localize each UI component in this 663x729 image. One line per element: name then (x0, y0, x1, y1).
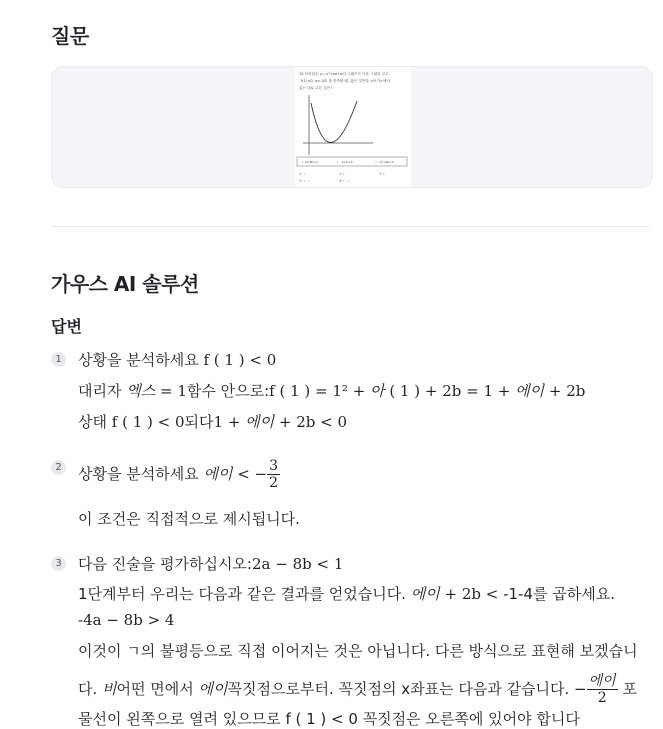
step-2-title (78, 458, 280, 491)
step-3-l5-a: 다. (78, 680, 103, 698)
step-1-l2-var2: 아 (370, 382, 385, 400)
step-1-l3-math: f ( 1 ) < 0 (111, 413, 185, 431)
step-1-title (78, 349, 276, 370)
step-1-l2-end: + 2b (544, 382, 586, 400)
step-3-l2-text: 1단계부터 우리는 다음과 같은 결과를 얻었습니다. (78, 585, 411, 603)
step-1-number: 1 (51, 352, 66, 367)
step-3-l5-var-b: 비 (102, 680, 117, 698)
step-3-frac-den: 2 (597, 690, 607, 706)
thumb-text-1: 15.이차함수 y=-x²+ax+b의 그래프가 다음 그림과 같고, (299, 72, 390, 76)
step-1-title-math: f ( 1 ) < 0 (203, 351, 277, 369)
step-1-l3-text: 상태 (78, 413, 107, 431)
step-1-l2-var3: 에이 (515, 382, 545, 400)
step-3-line-2 (78, 583, 615, 604)
question-image-card[interactable] (51, 66, 653, 188)
step-1-l3-mid: 되다 (184, 413, 214, 431)
step-3-l5-e: 꼭짓점으로부터. 꼭짓점의 x좌표는 다음과 같습니다. − (227, 680, 587, 698)
step-3-line-4: 이것이 ㄱ의 불평등으로 직접 이어지는 것은 아닙니다. 다른 방식으로 표현해 보겠습니 (78, 642, 638, 660)
choice-3: ③ ㄷ (379, 172, 386, 176)
step-1-l2-var: 엑스 (126, 382, 156, 400)
step-3-title-math: 2a − 8b < 1 (251, 555, 344, 573)
step-1-title-text: 상황을 분석하세요 (78, 351, 199, 369)
step-1-line-2 (78, 380, 585, 401)
thumb-text-3: 있는 대로 고른 것은? (299, 86, 333, 90)
step-3-fraction (587, 673, 618, 706)
step-1-l2-text: 대리자 (78, 382, 127, 400)
step-1-l2-eq: = 1 (155, 382, 187, 400)
step-3-l2-var: 에이 (410, 585, 440, 603)
step-1-l2-mid: 함수 안으로: (186, 382, 270, 400)
choice-2: ② ㄴ (339, 172, 346, 176)
question-heading: 질문 (51, 24, 89, 48)
solution-heading: 가우스 AI 솔루션 (51, 272, 199, 296)
step-2-title-text: 상황을 분석하세요 (78, 465, 204, 483)
step-1-l3-end: + 2b < 0 (274, 413, 348, 431)
step-1-l2-f1: f ( 1 ) = 1² + (269, 382, 371, 400)
step-3-number: 3 (51, 556, 66, 571)
step-3-l2-math: + 2b < (439, 585, 504, 603)
thumb-text-2: f(1)<0, a<-3/2 을 만족할 때, 옳은 것만을 <보기>에서 (301, 79, 390, 83)
step-3-line-5 (78, 673, 637, 706)
step-3-l5-c: 어떤 면에서 (116, 680, 199, 698)
step-2-number: 2 (51, 460, 66, 475)
answer-heading: 답변 (51, 317, 82, 336)
choice-5: ⑤ ㄴ, ㄷ (339, 179, 351, 183)
step-2-frac-num: 3 (269, 458, 279, 474)
parabola-curve (311, 101, 357, 143)
step-1-l2-expr: ( 1 ) + 2b = 1 + (384, 382, 516, 400)
box-item-3: ㄷ. a²+4b<0 (375, 160, 394, 164)
choice-4: ④ ㄱ, ㄴ (299, 179, 311, 183)
step-1-l3-expr: 1 + (213, 413, 246, 431)
step-3-l5-var-a: 에이 (198, 680, 228, 698)
step-2-line-2: 이 조건은 직접적으로 제시됩니다. (78, 510, 300, 528)
box-item-1: ㄱ. 2a-8b<1 (300, 160, 318, 164)
step-3-l2-tail: -1 (503, 585, 519, 603)
step-3-frac-num: 에이 (588, 673, 616, 689)
step-3-title (78, 553, 343, 574)
step-1-l3-var: 에이 (245, 413, 275, 431)
step-3-l2-tail2: -4를 곱하세요. (518, 585, 615, 603)
section-divider (51, 226, 651, 227)
step-2-title-var: 에이 (203, 465, 233, 483)
step-3-l5-f: 포 (617, 680, 637, 698)
question-image[interactable] (295, 67, 411, 187)
step-2-frac-den: 2 (269, 475, 279, 491)
choice-1: ① ㄱ (299, 172, 306, 176)
step-3-line-3: -4a − 8b > 4 (78, 611, 175, 629)
step-2-fraction (267, 458, 280, 491)
box-item-2: ㄴ. a+b<0 (337, 160, 353, 164)
step-2-title-op: < − (232, 465, 268, 483)
step-3-title-text: 다음 진술을 평가하십시오: (78, 555, 252, 573)
question-thumbnail-svg (295, 67, 411, 187)
step-3-line-6: 물선이 왼쪽으로 열려 있으므로 f ( 1 ) < 0 꼭짓점은 오른쪽에 있어야 합니다 (78, 710, 580, 728)
step-1-line-3 (78, 411, 347, 432)
